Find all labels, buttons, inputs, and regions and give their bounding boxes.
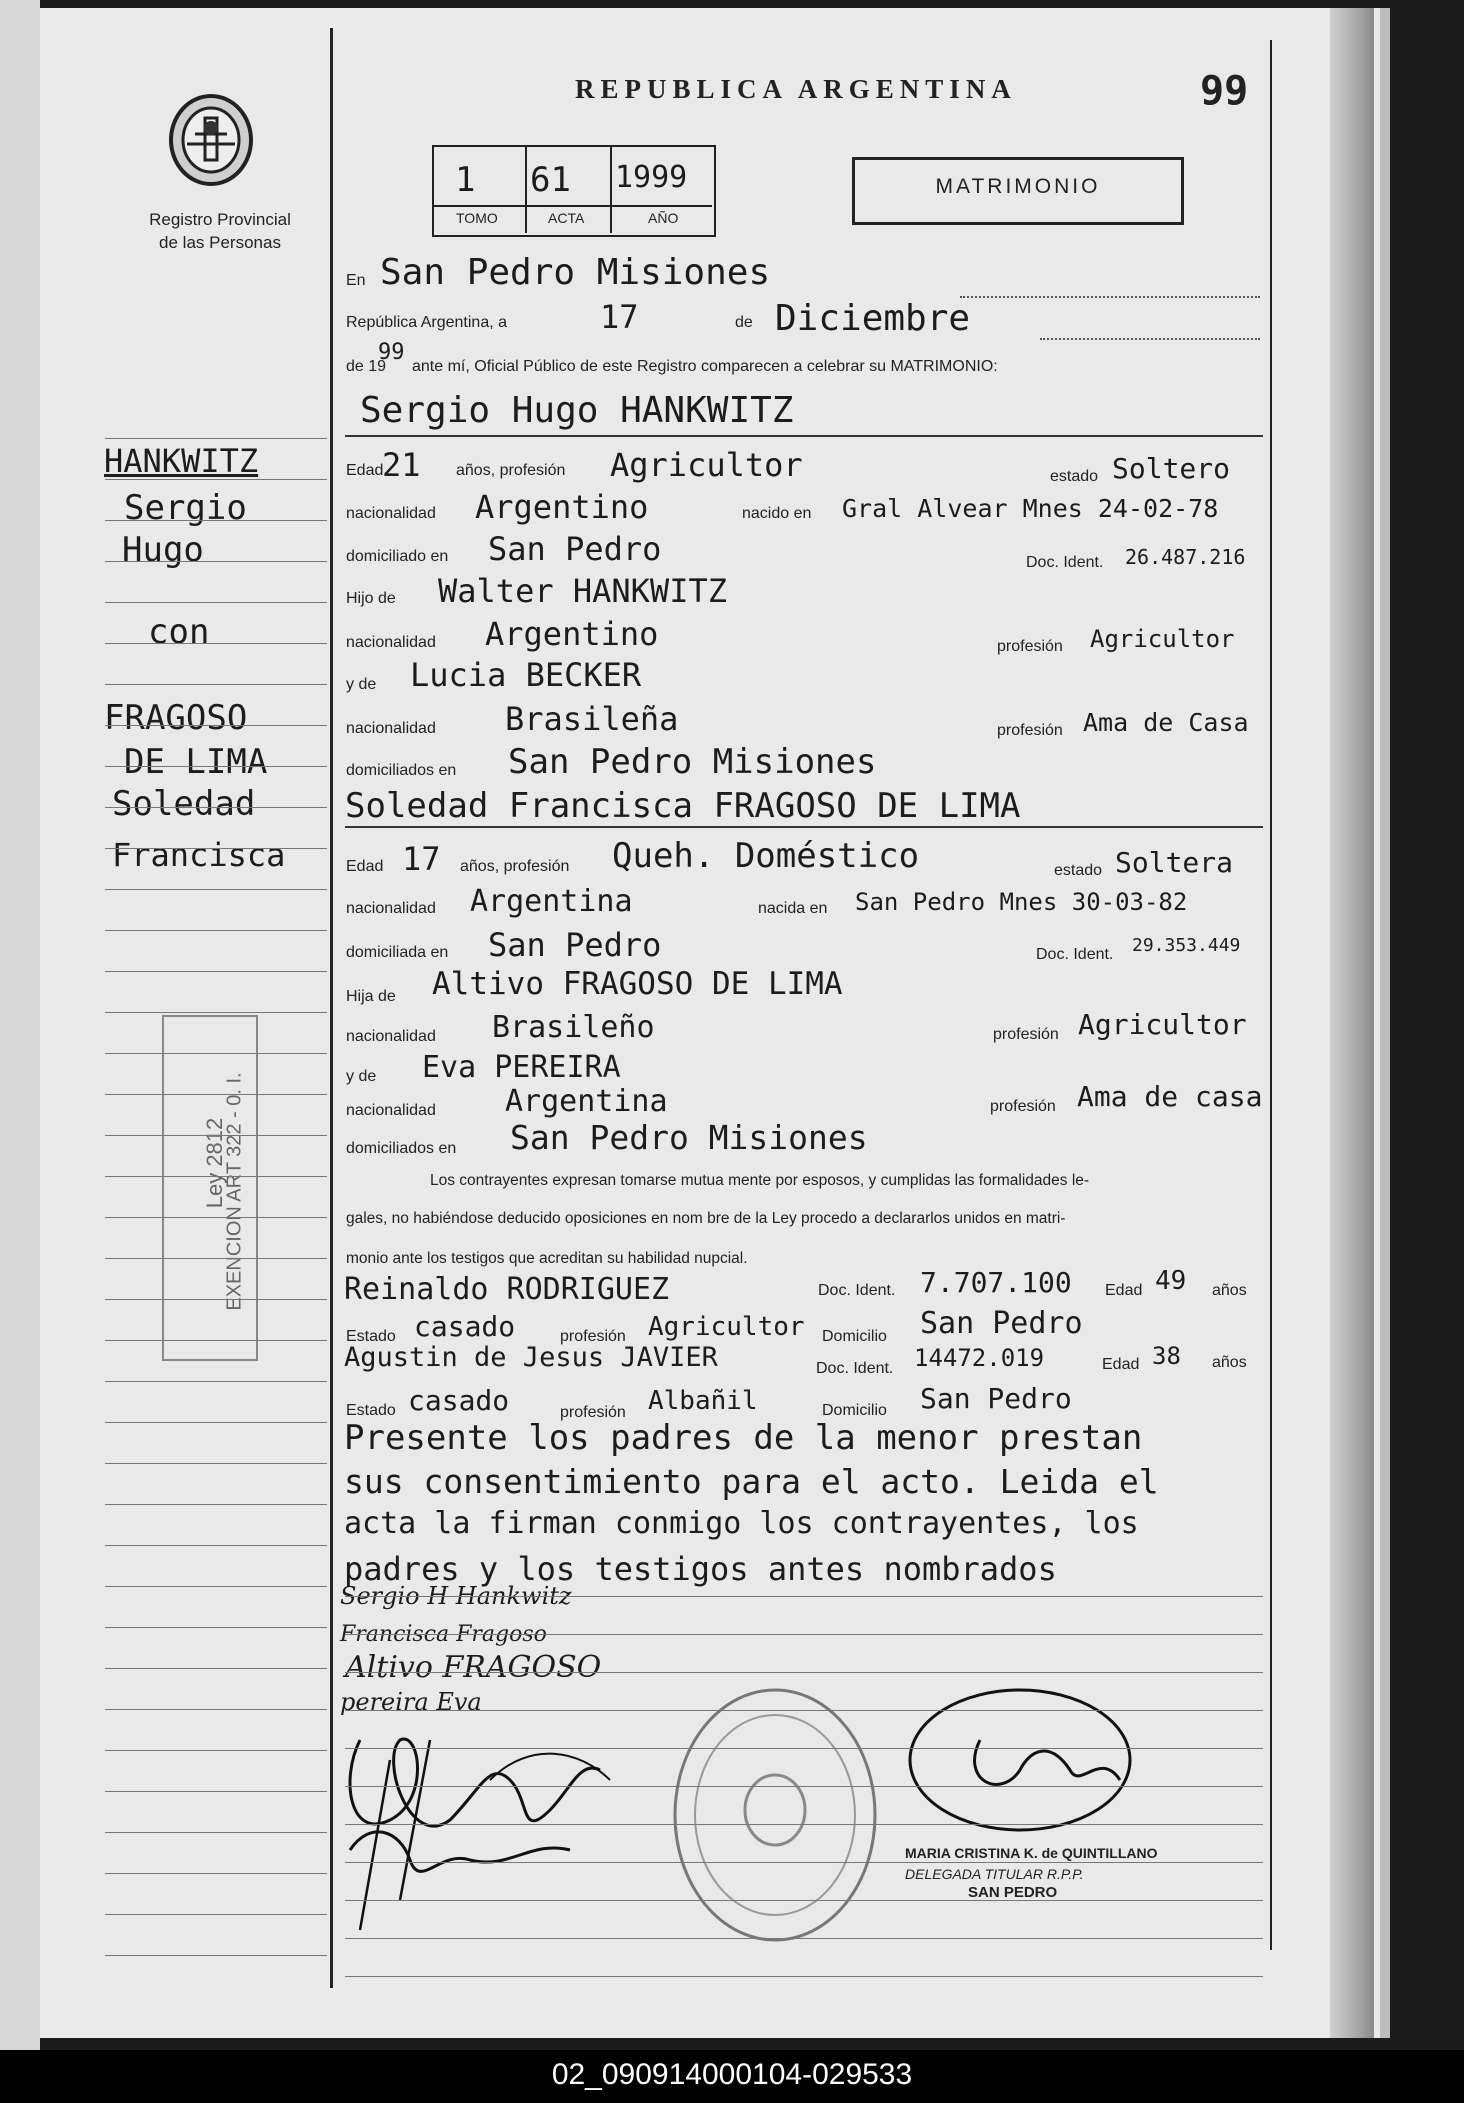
groom-father: Walter HANKWITZ [438, 572, 727, 610]
country-title: REPUBLICA ARGENTINA [575, 74, 1017, 104]
book-spine-edge [1330, 8, 1374, 2038]
image-id-bar [0, 2050, 1464, 2103]
margin-rule [105, 1463, 327, 1464]
bride-mother-profession: Ama de casa [1077, 1080, 1263, 1113]
groom-mother-nationality: Brasileña [505, 700, 679, 738]
estado-label: estado [1050, 468, 1099, 485]
body-rule [345, 1710, 1263, 1711]
margin-rule [105, 1012, 327, 1013]
margin-rule [105, 930, 327, 931]
groom-birth: Gral Alvear Mnes 24-02-78 [842, 494, 1219, 523]
day-value: 17 [600, 298, 639, 336]
margin-rule [105, 479, 327, 480]
margin-rule [105, 1791, 327, 1792]
bride-full-name: Soledad Francisca FRAGOSO DE LIMA [345, 786, 1021, 826]
nacido-label: nacido en [742, 505, 812, 522]
acta-label: ACTA [548, 210, 585, 226]
margin-rule [105, 1094, 327, 1095]
domiciliados-label: domiciliados en [346, 1140, 457, 1157]
stamp-law: Ley 2812 [202, 1117, 227, 1209]
domiciliados-label: domiciliados en [346, 762, 457, 779]
body-rule [345, 1786, 1263, 1787]
en-label: En [346, 272, 366, 289]
dotted-line [1040, 338, 1260, 340]
estado-label: Estado [346, 1328, 396, 1345]
bride-parents-domicile: San Pedro Misiones [510, 1118, 868, 1157]
profesion-label: profesión [560, 1404, 626, 1421]
margin-rule [105, 889, 327, 890]
witness2-doc: 14472.019 [914, 1344, 1045, 1372]
estado-label: estado [1054, 862, 1103, 879]
margin-rule [105, 1340, 327, 1341]
domicilio-label: Domicilio [822, 1328, 887, 1345]
section-rule [345, 435, 1263, 437]
margin-rule [105, 848, 327, 849]
witness2-name: Agustin de Jesus JAVIER [344, 1342, 718, 1373]
margin-rule [105, 1586, 327, 1587]
edad-label: Edad [1102, 1356, 1140, 1373]
groom-mother: Lucia BECKER [410, 656, 642, 694]
bride-mother: Eva PEREIRA [422, 1050, 621, 1085]
record-type: MATRIMONIO [935, 175, 1101, 198]
doc-ident-label: Doc. Ident. [816, 1360, 894, 1377]
bride-mother-nationality: Argentina [505, 1084, 668, 1119]
margin-rule [105, 971, 327, 972]
hija-label: Hija de [346, 988, 396, 1005]
tomo-label: TOMO [456, 210, 498, 226]
anos-label: años [1212, 1282, 1247, 1299]
margin-rule [105, 561, 327, 562]
signature-groom: Sergio H Hankwitz [340, 1582, 572, 1610]
notes-line-1: Presente los padres de la menor prestan [344, 1418, 1143, 1458]
witness2-age: 38 [1152, 1342, 1181, 1370]
witness1-name: Reinaldo RODRIGUEZ [344, 1272, 670, 1307]
nacionalidad-label: nacionalidad [346, 900, 436, 917]
margin-rule [105, 1832, 327, 1833]
profesion-label: profesión [993, 1026, 1059, 1043]
margin-rule [105, 520, 327, 521]
margin-bride-name1: Soledad [112, 784, 256, 824]
bride-birth: San Pedro Mnes 30-03-82 [855, 888, 1188, 916]
profesion-label: profesión [990, 1098, 1056, 1115]
margin-rule [105, 725, 327, 726]
anos-label: años [1212, 1354, 1247, 1371]
domiciliado-label: domiciliado en [346, 548, 449, 565]
margin-rule [105, 1053, 327, 1054]
official-round-seal [665, 1680, 885, 1950]
edad-label: Edad [346, 858, 384, 875]
margin-bride-name2: Francisca [112, 836, 286, 874]
groom-profession: Agricultor [610, 446, 803, 484]
groom-nationality: Argentino [475, 488, 649, 526]
margin-rule [105, 1217, 327, 1218]
margin-rule [105, 1504, 327, 1505]
notes-line-3: acta la firman conmigo los contrayentes, los [344, 1506, 1139, 1541]
bride-profession: Queh. Doméstico [612, 836, 920, 876]
doc-ident-label: Doc. Ident. [1026, 554, 1104, 571]
bride-father-nationality: Brasileño [492, 1010, 655, 1045]
margin-surname-bride2: DE LIMA [124, 742, 268, 782]
ano-value: 1999 [615, 160, 688, 195]
signature-bride-mother: pereira Eva [340, 1688, 482, 1716]
margin-rule [105, 1955, 327, 1956]
domiciliada-label: domiciliada en [346, 944, 449, 961]
anos-profesion-label: años, profesión [460, 858, 570, 875]
notes-line-4: padres y los testigos antes nombrados [344, 1550, 1057, 1588]
official-place: SAN PEDRO [968, 1884, 1058, 1901]
body-rule [345, 1634, 1263, 1635]
margin-rule [105, 1176, 327, 1177]
year-prefix: de 19 [346, 358, 387, 375]
bride-nationality: Argentina [470, 884, 633, 919]
witness1-domicile: San Pedro [920, 1306, 1083, 1341]
registration-place: San Pedro Misiones [380, 252, 771, 293]
registry-name-line2: de las Personas [159, 233, 281, 252]
y-de-label: y de [346, 1068, 377, 1085]
stamp-exemption: EXENCION ART 322 - 0. I. [223, 1072, 246, 1311]
body-rule [345, 1938, 1263, 1939]
dotted-line [960, 296, 1260, 298]
margin-rule [105, 1545, 327, 1546]
box-divider [610, 147, 612, 233]
bride-age: 17 [402, 840, 441, 878]
tomo-value: 1 [455, 160, 476, 200]
body-rule [345, 1862, 1263, 1863]
groom-domicile: San Pedro [488, 530, 662, 568]
acta-value: 61 [530, 160, 571, 200]
margin-rule [105, 684, 327, 685]
margin-surname-groom: HANKWITZ [104, 442, 259, 480]
signature-bride-father: Altivo FRAGOSO [345, 1650, 602, 1685]
margin-rule [105, 1709, 327, 1710]
nacionalidad-label: nacionalidad [346, 720, 436, 737]
body-rule [345, 1900, 1263, 1901]
provincial-crest [165, 88, 257, 188]
groom-parents-domicile: San Pedro Misiones [508, 742, 877, 782]
groom-status: Soltero [1112, 452, 1231, 485]
doc-ident-label: Doc. Ident. [1036, 946, 1114, 963]
groom-age: 21 [382, 446, 421, 484]
official-signature [900, 1660, 1160, 1860]
margin-rule [105, 438, 327, 439]
domicilio-label: Domicilio [822, 1402, 887, 1419]
margin-rule [105, 807, 327, 808]
witness1-age: 49 [1155, 1266, 1187, 1296]
body-rule [345, 1748, 1263, 1749]
groom-father-profession: Agricultor [1090, 625, 1235, 653]
month-value: Diciembre [775, 298, 971, 339]
margin-surname-bride1: FRAGOSO [104, 698, 248, 738]
year-suffix: 99 [378, 340, 405, 365]
nacionalidad-label: nacionalidad [346, 1028, 436, 1045]
body-rule [345, 1824, 1263, 1825]
margin-rule [105, 1627, 327, 1628]
doc-ident-label: Doc. Ident. [818, 1282, 896, 1299]
image-id: 02_090914000104-029533 [551, 2058, 913, 2091]
profesion-label: profesión [997, 638, 1063, 655]
margin-rule [105, 1299, 327, 1300]
bride-father: Altivo FRAGOSO DE LIMA [432, 966, 843, 1002]
witness1-doc: 7.707.100 [920, 1266, 1072, 1299]
body-rule [345, 1976, 1263, 1977]
groom-mother-profession: Ama de Casa [1083, 708, 1249, 737]
official-name: MARIA CRISTINA K. de QUINTILLANO [905, 1845, 1158, 1861]
nacionalidad-label: nacionalidad [346, 634, 436, 651]
margin-rule [105, 1422, 327, 1423]
bride-status: Soltera [1115, 846, 1234, 879]
notes-line-2: sus consentimiento para el acto. Leida el [344, 1462, 1159, 1501]
declaration-line-1: Los contrayentes expresan tomarse mutua mente por esposos, y cumplidas las formalidades le- [430, 1172, 1090, 1189]
section-rule [345, 826, 1263, 828]
margin-rule [105, 1668, 327, 1669]
edad-label: Edad [1105, 1282, 1143, 1299]
body-rule [345, 1596, 1263, 1597]
groom-doc: 26.487.216 [1125, 545, 1246, 569]
margin-rule [105, 602, 327, 603]
groom-father-nationality: Argentino [485, 615, 659, 653]
edad-label: Edad [346, 462, 384, 479]
witness-signature-scribbles [330, 1700, 660, 1940]
margin-rule [105, 643, 327, 644]
margin-groom-name2: Hugo [122, 530, 204, 570]
body-rule [345, 1672, 1263, 1673]
bride-father-profession: Agricultor [1078, 1008, 1247, 1041]
witness1-profession: Agricultor [648, 1312, 805, 1342]
margin-rule [105, 766, 327, 767]
ano-label: AÑO [648, 210, 679, 226]
groom-full-name: Sergio Hugo HANKWITZ [360, 390, 794, 431]
witness2-status: casado [408, 1384, 510, 1417]
witness1-status: casado [414, 1310, 516, 1343]
page-number: 99 [1200, 68, 1249, 114]
margin-rule [105, 1914, 327, 1915]
margin-rule [105, 1873, 327, 1874]
statement-text: ante mí, Oficial Público de este Registro comparecen a celebrar su MATRIMONIO: [412, 358, 998, 375]
profesion-label: profesión [997, 722, 1063, 739]
box-divider [525, 147, 527, 233]
estado-label: Estado [346, 1402, 396, 1419]
box-divider [434, 205, 712, 207]
bride-domicile: San Pedro [488, 926, 662, 964]
declaration-line-3: monio ante los testigos que acreditan su habilidad nupcial. [346, 1250, 748, 1267]
bride-doc: 29.353.449 [1132, 935, 1241, 956]
margin-column-line [330, 28, 333, 1988]
witness2-profession: Albañil [648, 1386, 758, 1416]
hijo-label: Hijo de [346, 590, 396, 607]
republica-label: República Argentina, a [346, 314, 507, 331]
signature-bride: Francisca Fragoso [340, 1622, 547, 1647]
margin-rule [105, 1258, 327, 1259]
anos-profesion-label: años, profesión [456, 462, 566, 479]
profesion-label: profesión [560, 1328, 626, 1345]
registry-name-line1: Registro Provincial [149, 210, 291, 229]
nacionalidad-label: nacionalidad [346, 1102, 436, 1119]
y-de-label: y de [346, 676, 377, 693]
margin-rule [105, 1135, 327, 1136]
nacionalidad-label: nacionalidad [346, 505, 436, 522]
margin-con: con [148, 612, 210, 652]
right-border-line [1270, 40, 1272, 1950]
official-title: DELEGADA TITULAR R.P.P. [905, 1866, 1084, 1882]
margin-rule [105, 1750, 327, 1751]
adjacent-page-edge [0, 0, 40, 2050]
declaration-line-2: gales, no habiéndose deducido oposiciones en nom bre de la Ley procedo a declararlos unidos en matri- [346, 1210, 1066, 1227]
de-label: de [735, 314, 753, 331]
margin-rule [105, 1381, 327, 1382]
margin-groom-name1: Sergio [124, 488, 247, 528]
nacida-label: nacida en [758, 900, 828, 917]
witness2-domicile: San Pedro [920, 1382, 1072, 1415]
